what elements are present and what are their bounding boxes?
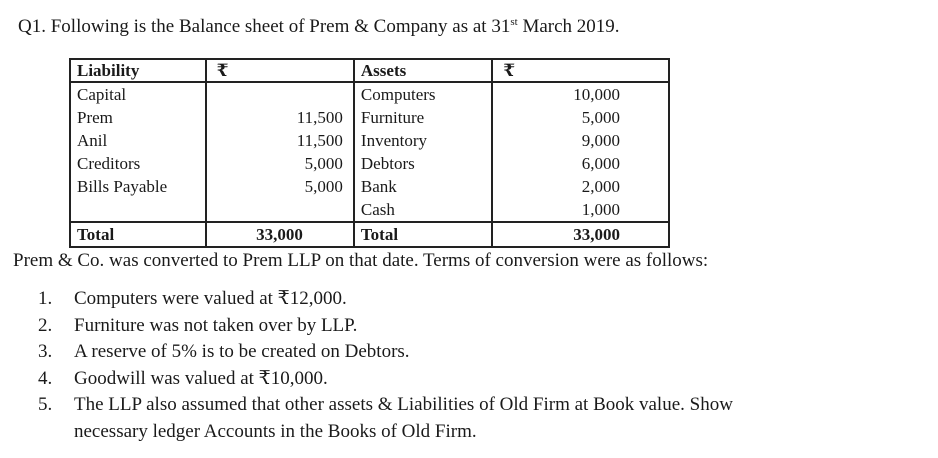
list-item bbox=[38, 339, 733, 366]
liability-amount-cell: 5,000 bbox=[206, 152, 354, 175]
liability-cell: Bills Payable bbox=[70, 175, 206, 198]
liability-amount-cell bbox=[206, 82, 354, 106]
total-liability-label: Total bbox=[70, 222, 206, 247]
table-total-row bbox=[70, 222, 669, 247]
liability-amount-cell: 11,500 bbox=[206, 129, 354, 152]
conversion-intro: Prem & Co. was converted to Prem LLP on that date. Terms of conversion were as follows: bbox=[13, 250, 709, 271]
list-text: A reserve of 5% is to be created on Debtors. bbox=[74, 341, 410, 362]
header-liability: Liability bbox=[70, 59, 206, 82]
asset-amount-cell: 1,000 bbox=[492, 198, 669, 222]
asset-amount-cell: 6,000 bbox=[492, 152, 669, 175]
asset-cell: Debtors bbox=[354, 152, 492, 175]
header-assets-amount: ₹ bbox=[492, 59, 669, 82]
list-number: 1. bbox=[38, 288, 53, 309]
table-row bbox=[70, 152, 669, 175]
conversion-terms-list bbox=[38, 286, 733, 445]
asset-cell: Bank bbox=[354, 175, 492, 198]
liability-cell bbox=[70, 198, 206, 222]
total-assets-label: Total bbox=[354, 222, 492, 247]
table-header-row bbox=[70, 59, 669, 82]
header-assets: Assets bbox=[354, 59, 492, 82]
question-sup: st bbox=[510, 16, 518, 28]
balance-sheet-table bbox=[69, 58, 670, 248]
asset-amount-cell: 9,000 bbox=[492, 129, 669, 152]
table-row bbox=[70, 82, 669, 106]
list-text: The LLP also assumed that other assets & Liabilities of Old Firm at Book value. Show bbox=[74, 394, 733, 415]
list-number: 4. bbox=[38, 367, 53, 389]
list-number: 3. bbox=[38, 341, 53, 362]
asset-cell: Computers bbox=[354, 82, 492, 106]
list-number: 5. bbox=[38, 394, 53, 415]
question-prefix: Q1. Following is the Balance sheet of Prem & Company as at 31 bbox=[18, 16, 511, 37]
asset-amount-cell: 10,000 bbox=[492, 82, 669, 106]
asset-cell: Furniture bbox=[354, 106, 492, 129]
table-row bbox=[70, 106, 669, 129]
liability-amount-cell: 11,500 bbox=[206, 106, 354, 129]
liability-cell: Creditors bbox=[70, 152, 206, 175]
list-item bbox=[38, 286, 733, 313]
list-item bbox=[38, 392, 733, 445]
question-title bbox=[18, 16, 620, 38]
liability-cell: Anil bbox=[70, 129, 206, 152]
question-suffix: March 2019. bbox=[517, 16, 620, 37]
list-text: Furniture was not taken over by LLP. bbox=[74, 314, 358, 336]
list-text: Computers were valued at ₹12,000. bbox=[74, 288, 347, 309]
list-text-continued: necessary ledger Accounts in the Books of Old Firm. bbox=[74, 420, 477, 442]
table-row bbox=[70, 198, 669, 222]
table-row bbox=[70, 175, 669, 198]
list-item bbox=[38, 313, 733, 340]
liability-cell: Capital bbox=[70, 82, 206, 106]
list-item bbox=[38, 366, 733, 393]
total-liability-amount: 33,000 bbox=[206, 222, 354, 247]
asset-cell: Cash bbox=[354, 198, 492, 222]
list-number: 2. bbox=[38, 314, 53, 336]
liability-amount-cell: 5,000 bbox=[206, 175, 354, 198]
liability-cell: Prem bbox=[70, 106, 206, 129]
asset-amount-cell: 5,000 bbox=[492, 106, 669, 129]
asset-cell: Inventory bbox=[354, 129, 492, 152]
list-text: Goodwill was valued at ₹10,000. bbox=[74, 367, 328, 389]
table-row bbox=[70, 129, 669, 152]
total-assets-amount: 33,000 bbox=[492, 222, 669, 247]
liability-amount-cell bbox=[206, 198, 354, 222]
header-liability-amount: ₹ bbox=[206, 59, 354, 82]
asset-amount-cell: 2,000 bbox=[492, 175, 669, 198]
